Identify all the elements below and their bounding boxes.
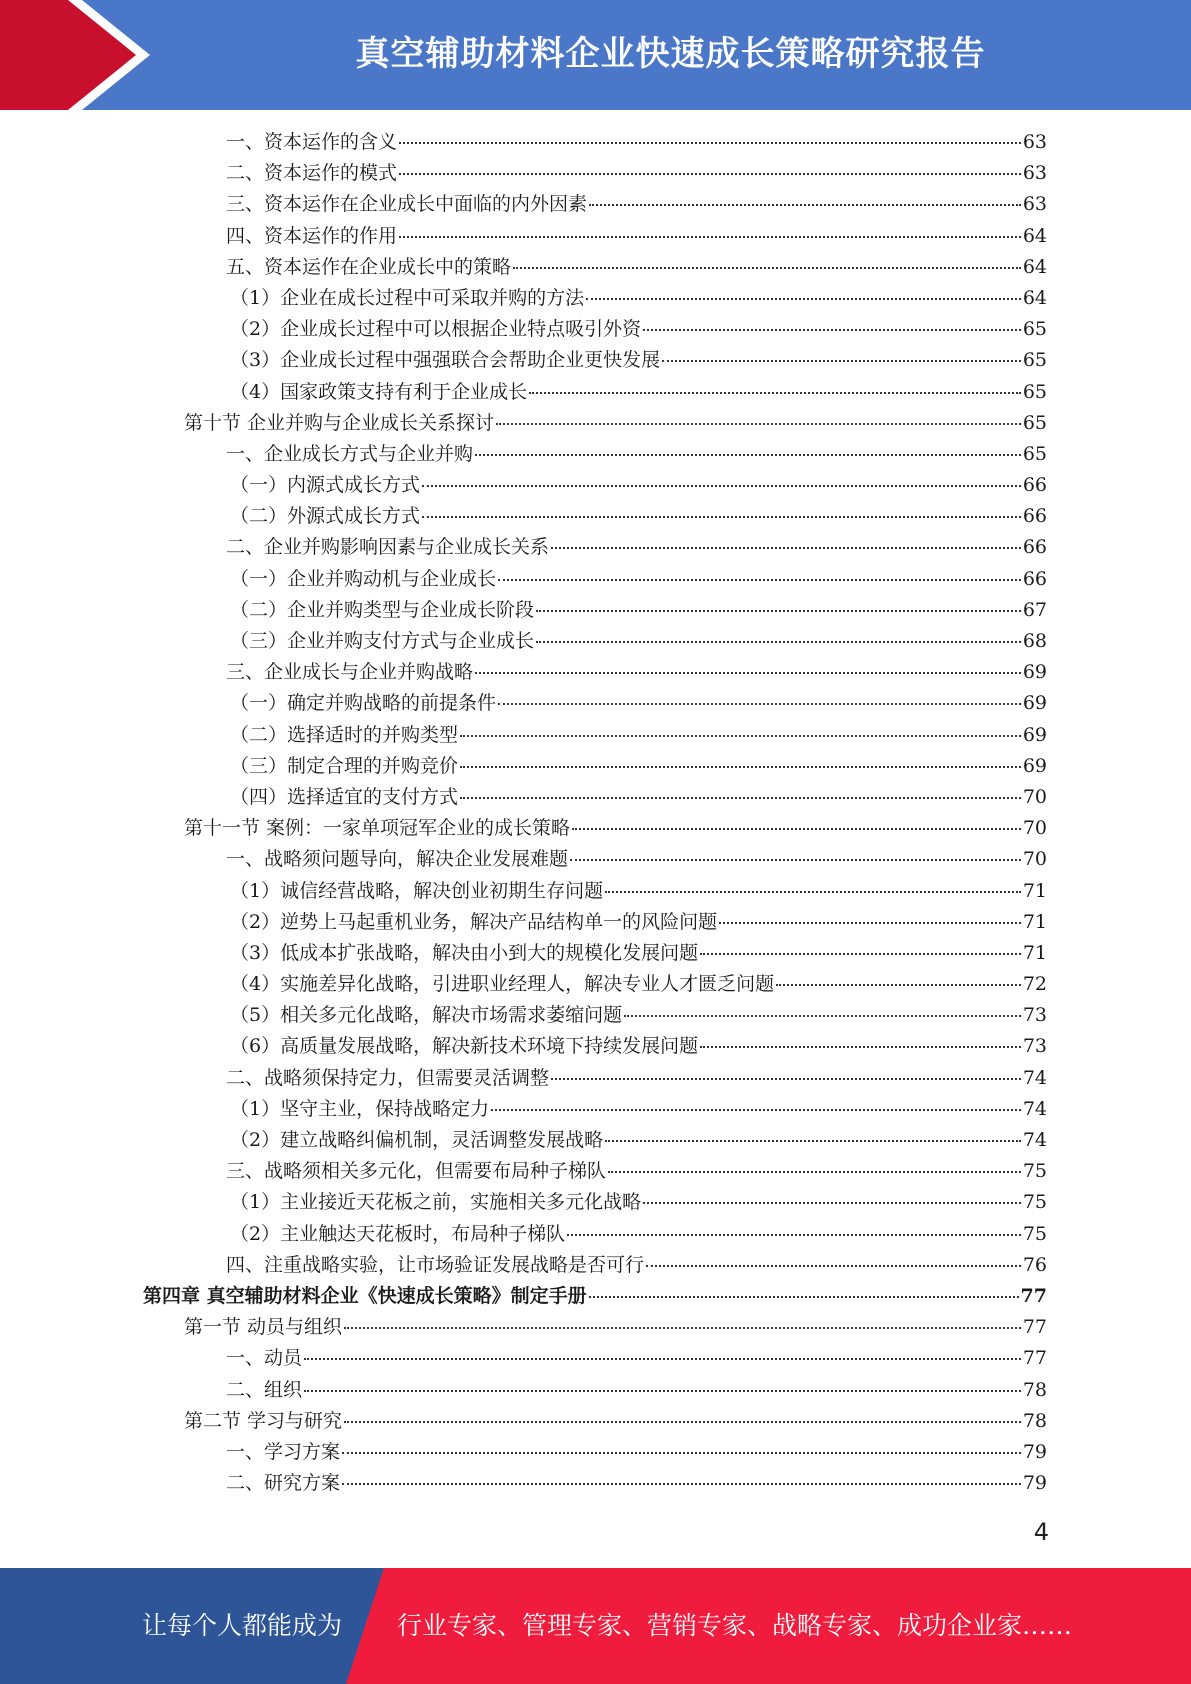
toc-dot-leader	[589, 203, 1021, 206]
toc-entry[interactable]	[0, 158, 1191, 189]
toc-entry-title: （6）高质量发展战略，解决新技术环境下持续发展问题	[230, 1035, 699, 1058]
toc-dot-leader	[700, 952, 1021, 955]
toc-entry-title: 第四章 真空辅助材料企业《快速成长策略》制定手册	[143, 1284, 587, 1307]
toc-entry-title: 一、资本运作的含义	[226, 131, 398, 153]
toc-dot-leader	[551, 1077, 1021, 1080]
toc-entry[interactable]	[0, 314, 1191, 345]
toc-entry[interactable]	[0, 1187, 1191, 1218]
toc-dot-leader	[498, 578, 1021, 581]
toc-dot-leader	[643, 1201, 1021, 1204]
toc-dot-leader	[536, 609, 1021, 612]
toc-entry[interactable]	[0, 844, 1191, 875]
toc-dot-leader	[399, 141, 1021, 144]
footer-slogan-right: 行业专家、管理专家、营销专家、战略专家、成功企业家……	[397, 1611, 1073, 1640]
header-chevron-arrow	[0, 0, 140, 110]
toc-dot-leader	[475, 453, 1021, 456]
toc-entry[interactable]	[0, 501, 1191, 532]
toc-entry-title: （2）企业成长过程中可以根据企业特点吸引外资	[230, 318, 642, 341]
toc-entry-title: （1）坚守主业，保持战略定力	[230, 1097, 490, 1120]
toc-entry-page: 74	[1022, 1066, 1047, 1089]
toc-entry-title: 一、学习方案	[226, 1440, 341, 1463]
toc-entry[interactable]	[0, 1219, 1191, 1250]
toc-entry-page: 73	[1022, 1004, 1047, 1027]
toc-entry-page: 71	[1022, 879, 1047, 902]
page-number: 4	[1033, 1518, 1049, 1546]
toc-entry-title: （一）内源式成长方式	[230, 474, 421, 497]
toc-dot-leader	[551, 546, 1021, 549]
toc-entry-page: 66	[1022, 567, 1047, 590]
toc-dot-leader	[646, 1264, 1021, 1267]
toc-entry[interactable]	[0, 626, 1191, 657]
toc-entry-title: （2）建立战略纠偏机制，灵活调整发展战略	[230, 1129, 604, 1151]
toc-entry-page: 64	[1022, 224, 1047, 247]
toc-entry-title: 一、动员	[226, 1347, 303, 1370]
toc-dot-leader	[460, 765, 1021, 768]
toc-entry[interactable]	[0, 1063, 1191, 1094]
toc-entry[interactable]	[0, 345, 1191, 376]
toc-dot-leader	[460, 796, 1021, 799]
toc-entry-title: 一、战略须问题导向，解决企业发展难题	[226, 848, 569, 871]
toc-entry[interactable]	[0, 127, 1191, 158]
toc-entry-title: 二、战略须保持定力，但需要灵活调整	[226, 1066, 550, 1089]
toc-entry-title: （4）实施差异化战略，引进职业经理人，解决专业人才匮乏问题	[230, 973, 775, 996]
toc-entry-title: （2）主业触达天花板时，布局种子梯队	[230, 1222, 566, 1245]
toc-dot-leader	[605, 1139, 1021, 1142]
table-of-contents	[0, 127, 1191, 1499]
toc-entry[interactable]	[0, 595, 1191, 626]
toc-entry-page: 74	[1022, 1097, 1047, 1120]
toc-dot-leader	[529, 391, 1021, 394]
toc-entry-page: 69	[1022, 723, 1047, 746]
toc-dot-leader	[475, 671, 1021, 674]
footer-slogan-left: 让每个人都能成为	[142, 1611, 343, 1640]
toc-entry-title: （1）主业接近天花板之前，实施相关多元化战略	[230, 1191, 642, 1214]
toc-entry[interactable]	[0, 189, 1191, 220]
toc-dot-leader	[342, 1451, 1021, 1454]
toc-entry[interactable]	[0, 751, 1191, 782]
toc-entry-title: 四、注重战略实验，让市场验证发展战略是否可行	[226, 1253, 645, 1276]
toc-entry[interactable]	[0, 1468, 1191, 1499]
toc-entry-title: （1）诚信经营战略，解决创业初期生存问题	[230, 879, 604, 902]
toc-entry-title: 二、组织	[226, 1378, 303, 1401]
toc-entry-title: 三、资本运作在企业成长中面临的内外因素	[226, 193, 588, 216]
toc-entry-title: 二、资本运作的模式	[226, 162, 398, 185]
toc-dot-leader	[344, 1420, 1021, 1423]
toc-entry[interactable]	[0, 1000, 1191, 1031]
toc-entry-page: 66	[1022, 474, 1047, 497]
toc-entry[interactable]	[0, 283, 1191, 314]
toc-dot-leader	[342, 1482, 1021, 1485]
toc-entry-page: 69	[1022, 692, 1047, 715]
toc-entry-page: 65	[1022, 349, 1047, 372]
toc-entry-title: 第一节 动员与组织	[184, 1316, 343, 1339]
toc-dot-leader	[586, 297, 1021, 300]
toc-entry-title: 四、资本运作的作用	[226, 224, 398, 247]
toc-entry-title: 第十节 企业并购与企业成长关系探讨	[184, 411, 495, 434]
toc-entry-page: 65	[1022, 318, 1047, 341]
toc-dot-leader	[589, 1295, 1019, 1298]
toc-dot-leader	[399, 172, 1021, 175]
toc-dot-leader	[570, 858, 1021, 861]
toc-entry-page: 68	[1022, 630, 1047, 652]
toc-entry[interactable]	[0, 377, 1191, 408]
toc-entry-title: （三）企业并购支付方式与企业成长	[230, 630, 535, 652]
toc-entry-page: 74	[1022, 1129, 1047, 1151]
toc-entry[interactable]	[0, 439, 1191, 470]
toc-entry[interactable]	[0, 1125, 1191, 1156]
toc-entry-title: （2）逆势上马起重机业务，解决产品结构单一的风险问题	[230, 910, 718, 933]
toc-entry-title: （1）企业在成长过程中可采取并购的方法	[230, 286, 585, 309]
toc-entry-title: （二）选择适时的并购类型	[230, 723, 459, 746]
toc-entry[interactable]	[0, 252, 1191, 283]
toc-entry-page: 79	[1022, 1472, 1047, 1495]
toc-entry-page: 76	[1022, 1253, 1047, 1276]
toc-dot-leader	[608, 1170, 1021, 1173]
toc-entry-page: 78	[1022, 1378, 1047, 1401]
toc-entry-title: 第二节 学习与研究	[184, 1409, 343, 1432]
toc-dot-leader	[662, 359, 1021, 362]
toc-entry[interactable]	[0, 408, 1191, 439]
toc-entry[interactable]	[0, 876, 1191, 907]
toc-entry-page: 65	[1022, 380, 1047, 403]
toc-entry-title: （二）企业并购类型与企业成长阶段	[230, 598, 535, 621]
toc-entry-page: 79	[1022, 1440, 1047, 1463]
toc-entry-page: 70	[1022, 785, 1047, 808]
toc-entry-page: 75	[1022, 1160, 1047, 1183]
toc-entry[interactable]	[0, 564, 1191, 595]
toc-entry-title: 二、研究方案	[226, 1472, 341, 1495]
report-title: 真空辅助材料企业快速成长策略研究报告	[355, 34, 986, 74]
toc-dot-leader	[776, 983, 1021, 986]
toc-entry-page: 77	[1022, 1316, 1047, 1339]
toc-entry-page: 64	[1022, 286, 1047, 309]
toc-entry[interactable]	[0, 1343, 1191, 1374]
toc-entry-page: 66	[1022, 505, 1047, 528]
toc-entry-title: 二、企业并购影响因素与企业成长关系	[226, 536, 550, 559]
toc-entry-page: 75	[1022, 1191, 1047, 1214]
toc-entry-title: 五、资本运作在企业成长中的策略	[226, 255, 512, 278]
toc-entry-title: （5）相关多元化战略，解决市场需求萎缩问题	[230, 1004, 623, 1027]
toc-entry[interactable]	[0, 813, 1191, 844]
toc-entry[interactable]	[0, 782, 1191, 813]
toc-entry[interactable]	[0, 1031, 1191, 1062]
toc-entry[interactable]	[0, 470, 1191, 501]
toc-entry-page: 63	[1022, 162, 1047, 185]
toc-dot-leader	[605, 890, 1021, 893]
toc-dot-leader	[304, 1357, 1021, 1360]
toc-entry-page: 65	[1022, 411, 1047, 434]
toc-dot-leader	[491, 1108, 1021, 1111]
toc-dot-leader	[719, 921, 1021, 924]
toc-entry[interactable]	[0, 1250, 1191, 1281]
toc-dot-leader	[700, 1045, 1021, 1048]
toc-dot-leader	[567, 1233, 1021, 1236]
toc-entry-page: 70	[1022, 817, 1047, 840]
toc-dot-leader	[344, 1326, 1021, 1329]
toc-entry[interactable]	[0, 720, 1191, 751]
toc-entry-title: （二）外源式成长方式	[230, 505, 421, 528]
header-banner	[0, 0, 1191, 110]
toc-entry-title: 三、企业成长与企业并购战略	[226, 661, 474, 684]
toc-dot-leader	[643, 328, 1021, 331]
toc-dot-leader	[572, 827, 1021, 830]
toc-entry-page: 67	[1022, 598, 1047, 621]
toc-entry-page: 75	[1022, 1222, 1047, 1245]
toc-dot-leader	[624, 1014, 1021, 1017]
footer-banner	[0, 1568, 1191, 1684]
toc-dot-leader	[536, 640, 1021, 643]
toc-dot-leader	[513, 266, 1021, 269]
toc-entry-page: 77	[1020, 1284, 1047, 1307]
toc-dot-leader	[460, 734, 1021, 737]
toc-entry[interactable]	[0, 221, 1191, 252]
toc-entry-page: 63	[1022, 131, 1047, 153]
toc-entry-page: 63	[1022, 193, 1047, 216]
toc-entry[interactable]	[0, 1094, 1191, 1125]
toc-entry-page: 69	[1022, 661, 1047, 684]
toc-entry-title: （四）选择适宜的支付方式	[230, 785, 459, 808]
toc-entry-title: （3）低成本扩张战略，解决由小到大的规模化发展问题	[230, 941, 699, 964]
toc-dot-leader	[498, 702, 1021, 705]
toc-entry[interactable]	[0, 969, 1191, 1000]
toc-entry-page: 73	[1022, 1035, 1047, 1058]
toc-entry-page: 70	[1022, 848, 1047, 871]
toc-entry[interactable]	[0, 1312, 1191, 1343]
toc-entry-page: 69	[1022, 754, 1047, 777]
toc-entry[interactable]	[0, 938, 1191, 969]
toc-entry[interactable]	[0, 532, 1191, 563]
toc-entry[interactable]	[0, 688, 1191, 719]
toc-entry-title: （一）企业并购动机与企业成长	[230, 567, 497, 590]
toc-entry-page: 64	[1022, 255, 1047, 278]
toc-entry-page: 78	[1022, 1409, 1047, 1432]
toc-dot-leader	[422, 484, 1021, 487]
toc-entry-page: 66	[1022, 536, 1047, 559]
toc-entry[interactable]	[0, 657, 1191, 688]
toc-dot-leader	[496, 422, 1021, 425]
toc-entry-page: 77	[1022, 1347, 1047, 1370]
toc-dot-leader	[422, 515, 1021, 518]
toc-entry-title: （三）制定合理的并购竞价	[230, 754, 459, 777]
toc-entry[interactable]	[0, 1375, 1191, 1406]
toc-entry-title: 第十一节 案例：一家单项冠军企业的成长策略	[184, 817, 571, 840]
toc-dot-leader	[304, 1389, 1021, 1392]
toc-entry-page: 65	[1022, 442, 1047, 465]
toc-entry[interactable]	[0, 1406, 1191, 1437]
toc-entry-title: （一）确定并购战略的前提条件	[230, 692, 497, 715]
toc-entry-page: 71	[1022, 941, 1047, 964]
toc-dot-leader	[399, 235, 1021, 238]
toc-entry[interactable]	[0, 1437, 1191, 1468]
toc-entry-title: （4）国家政策支持有利于企业成长	[230, 380, 528, 403]
toc-entry-title: 三、战略须相关多元化，但需要布局种子梯队	[226, 1160, 607, 1183]
toc-entry-title: （3）企业成长过程中强强联合会帮助企业更快发展	[230, 349, 661, 372]
toc-entry-title: 一、企业成长方式与企业并购	[226, 442, 474, 465]
toc-entry[interactable]	[0, 1281, 1191, 1312]
toc-entry[interactable]	[0, 1156, 1191, 1187]
toc-entry-page: 72	[1022, 973, 1047, 996]
toc-entry[interactable]	[0, 907, 1191, 938]
toc-entry-page: 71	[1022, 910, 1047, 933]
